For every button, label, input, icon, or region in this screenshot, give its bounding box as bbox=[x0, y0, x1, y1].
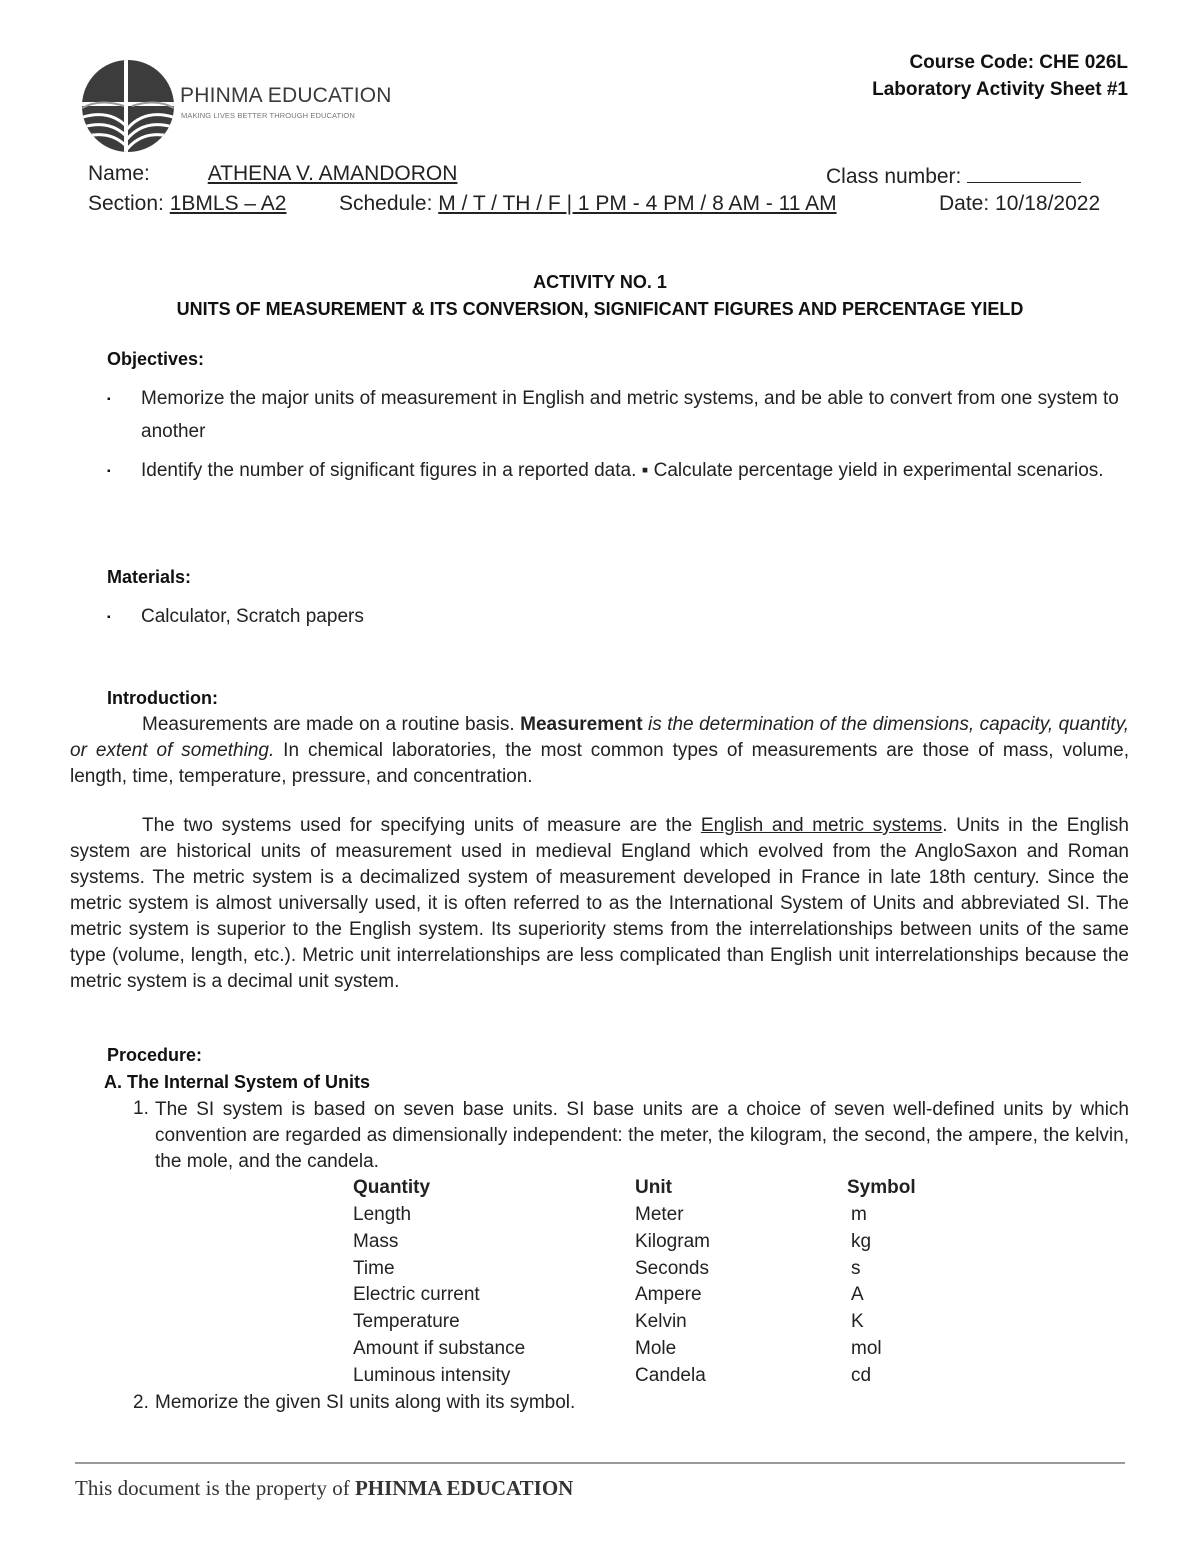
intro-p1-text: Measurements are made on a routine basis. bbox=[142, 714, 521, 735]
procedure-subheading: A. The Internal System of Units bbox=[104, 1072, 371, 1092]
schedule-value: M / T / TH / F | 1 PM - 4 PM / 8 AM - 11 AM bbox=[438, 192, 837, 215]
section-value: 1BMLS – A2 bbox=[169, 192, 287, 215]
footer-text bbox=[75, 1476, 573, 1501]
intro-p2-underline: English and metric systems bbox=[700, 815, 943, 836]
activity-number: ACTIVITY NO. 1 bbox=[533, 272, 667, 292]
class-number-field bbox=[967, 162, 1081, 183]
material-item: Calculator, Scratch papers bbox=[141, 606, 364, 627]
intro-p2-text-end: . Units in the English system are historical units of measurement used in medieval England which evolved from the AngloSaxon and Roman systems. The metric system is a decimalized system of measurement developed in France in late 18th century. Since the metric system is almost universally used, it is often referred to as the International System of Units and abbreviated SI. The metric system is superior to the English system. Its superiority stems from the interrelationships between units of the same type (volume, length, etc.). Metric unit interrelationships are less complicated than English unit interrelationships because the metric system is a decimal unit system. bbox=[70, 815, 1130, 992]
table-cell-symbol: cd bbox=[851, 1364, 872, 1386]
procedure-heading: Procedure: bbox=[107, 1045, 203, 1065]
objective-item: Memorize the major units of measurement in English and metric systems, and be able to convert from one system to another bbox=[141, 388, 1119, 442]
table-cell-quantity: Length bbox=[353, 1204, 412, 1225]
table-cell-unit: Mole bbox=[635, 1338, 677, 1359]
class-number-row bbox=[826, 162, 1081, 189]
footer-divider bbox=[75, 1462, 1125, 1464]
table-cell-quantity: Temperature bbox=[353, 1311, 460, 1333]
objectives-heading: Objectives: bbox=[107, 349, 205, 369]
table-header-quantity: Quantity bbox=[353, 1177, 431, 1198]
intro-paragraph-1 bbox=[70, 712, 1129, 790]
schedule-label: Schedule: bbox=[339, 192, 433, 215]
table-header-symbol: Symbol bbox=[847, 1177, 916, 1198]
course-code: Course Code: CHE 026L bbox=[909, 52, 1128, 73]
materials-heading: Materials: bbox=[107, 567, 192, 587]
introduction-heading: Introduction: bbox=[107, 688, 218, 708]
table-header-unit: Unit bbox=[635, 1177, 672, 1198]
class-number-label: Class number: bbox=[826, 165, 962, 188]
step-1-text: The SI system is based on seven base units. SI base units are a choice of seven well-defined units by which convention are regarded as dimensionally independent: the meter, the kilogram, the second, the ampere, the kelvin, the mole, and the candela. bbox=[155, 1099, 1129, 1172]
sheet-title: Laboratory Activity Sheet #1 bbox=[872, 79, 1128, 100]
intro-p2-text: The two systems used for specifying units of measure are the bbox=[142, 815, 701, 836]
schedule-row bbox=[339, 192, 837, 216]
table-cell-symbol: m bbox=[851, 1204, 867, 1225]
footer-company: PHINMA EDUCATION bbox=[354, 1476, 574, 1500]
date-row bbox=[939, 192, 1100, 216]
step-2-number: 2. bbox=[133, 1392, 149, 1413]
intro-p1-bold: Measurement bbox=[520, 714, 643, 735]
logo-tagline: MAKING LIVES BETTER THROUGH EDUCATION bbox=[181, 111, 355, 120]
table-cell-quantity: Mass bbox=[353, 1230, 399, 1252]
table-cell-unit: Candela bbox=[635, 1364, 706, 1386]
table-cell-symbol: mol bbox=[851, 1338, 882, 1359]
table-cell-unit: Seconds bbox=[635, 1257, 709, 1279]
phinma-logo bbox=[80, 58, 392, 158]
table-cell-symbol: s bbox=[851, 1257, 861, 1279]
section-row bbox=[88, 192, 286, 216]
table-cell-symbol: A bbox=[851, 1284, 864, 1306]
table-cell-unit: Meter bbox=[635, 1204, 684, 1225]
table-cell-quantity: Electric current bbox=[353, 1284, 480, 1306]
logo-name: PHINMA EDUCATION bbox=[180, 84, 392, 107]
name-row bbox=[88, 162, 726, 186]
table-cell-quantity: Amount if substance bbox=[353, 1338, 526, 1359]
objective-item: Identify the number of significant figures in a reported data. ▪ Calculate percentage yield in experimental scenarios. bbox=[141, 460, 1104, 481]
step-2-text: Memorize the given SI units along with its symbol. bbox=[155, 1392, 576, 1413]
bullet-icon: ▪ bbox=[107, 466, 111, 477]
phinma-globe-icon bbox=[80, 58, 176, 154]
intro-p1-italic: is the determination of the dimensions, capacity, quantity, or extent of something. bbox=[70, 714, 1129, 761]
name-value bbox=[156, 162, 726, 186]
step-1-number: 1. bbox=[133, 1098, 149, 1119]
activity-title: UNITS OF MEASUREMENT & ITS CONVERSION, SIGNIFICANT FIGURES AND PERCENTAGE YIELD bbox=[176, 299, 1024, 319]
table-cell-quantity: Luminous intensity bbox=[353, 1364, 511, 1386]
footer-label: This document is the property of bbox=[75, 1476, 355, 1500]
section-label: Section: bbox=[88, 192, 164, 215]
name-label: Name: bbox=[88, 162, 150, 185]
bullet-icon: ▪ bbox=[107, 394, 111, 405]
table-cell-quantity: Time bbox=[353, 1257, 395, 1279]
intro-paragraph-2 bbox=[70, 813, 1129, 995]
table-cell-unit: Ampere bbox=[635, 1284, 702, 1306]
table-cell-unit: Kelvin bbox=[635, 1311, 687, 1333]
intro-p1-text-end: In chemical laboratories, the most common types of measurements are those of mass, volume, length, time, temperature, pressure, and concentration. bbox=[70, 740, 1129, 787]
table-cell-unit: Kilogram bbox=[635, 1230, 710, 1252]
name-value-text: ATHENA V. AMANDORON bbox=[207, 162, 458, 185]
date-label: Date: bbox=[939, 192, 990, 215]
bullet-icon: ▪ bbox=[107, 612, 111, 623]
table-cell-symbol: K bbox=[851, 1311, 864, 1333]
table-cell-symbol: kg bbox=[851, 1230, 872, 1252]
date-value: 10/18/2022 bbox=[995, 192, 1101, 215]
